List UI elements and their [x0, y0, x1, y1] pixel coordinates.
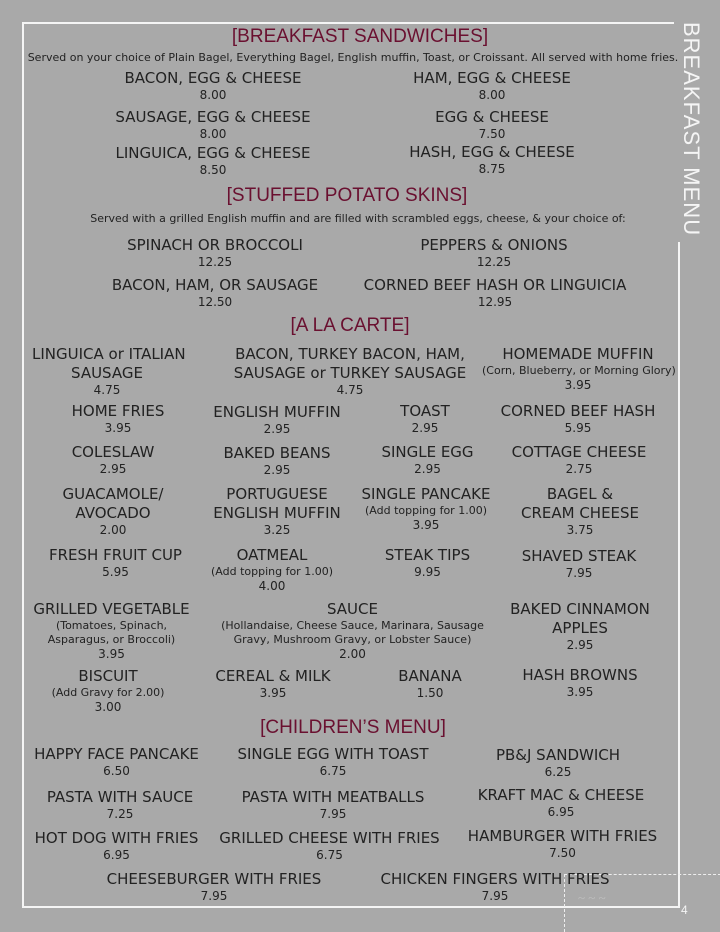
- item-description: Gravy, Mushroom Gravy, or Lobster Sauce): [233, 633, 472, 646]
- item-name: CHICKEN FINGERS WITH FRIES: [380, 870, 610, 888]
- item-name: KRAFT MAC & CHEESE: [477, 786, 645, 804]
- potato-skins-note: Served with a grilled English muffin and are filled with scrambled eggs, cheese, & your choice of:: [90, 212, 626, 225]
- item-description: (Hollandaise, Cheese Sauce, Marinara, Sausage: [221, 619, 484, 632]
- item-name: SAUSAGE, EGG & CHEESE: [115, 108, 311, 126]
- item-name: EGG & CHEESE: [435, 108, 549, 126]
- item-name: PEPPERS & ONIONS: [420, 236, 568, 254]
- item-name: SINGLE EGG: [381, 443, 474, 461]
- item-price: 8.50: [199, 163, 227, 177]
- item-price: 3.95: [98, 647, 125, 661]
- menu-item: [350, 485, 502, 532]
- item-name: PB&J SANDWICH: [495, 746, 621, 764]
- item-price: 6.75: [319, 764, 347, 778]
- item-name: STEAK TIPS: [384, 546, 471, 564]
- item-price: 7.50: [478, 127, 506, 141]
- menu-item: [375, 870, 615, 903]
- item-name: HAMBURGER WITH FRIES: [467, 827, 658, 845]
- item-name: SHAVED STEAK: [521, 547, 637, 565]
- item-price: 2.95: [263, 422, 291, 436]
- menu-item: [505, 485, 655, 537]
- item-name: BANANA: [398, 667, 462, 685]
- menu-item: [482, 345, 674, 392]
- section-heading-breakfast-sandwiches: [BREAKFAST SANDWICHES]: [231, 26, 489, 47]
- item-name: CORNED BEEF HASH: [500, 402, 656, 420]
- item-name: OATMEAL: [236, 546, 308, 564]
- menu-item: [113, 69, 313, 102]
- menu-item: [197, 546, 347, 593]
- item-description: (Add topping for 1.00): [210, 565, 333, 578]
- item-name: BAGEL &: [546, 485, 614, 503]
- menu-item: [32, 345, 186, 397]
- item-name: FRESH FRUIT CUP: [49, 546, 182, 564]
- item-price: 8.00: [478, 88, 506, 102]
- menu-item: [38, 402, 198, 435]
- item-name: GRILLED CHEESE WITH FRIES: [219, 829, 440, 847]
- item-name: LINGUICA or ITALIAN: [32, 345, 186, 363]
- item-name: BISCUIT: [78, 667, 138, 685]
- menu-item: [24, 600, 199, 661]
- item-price: 6.95: [547, 805, 575, 819]
- menu-item: [197, 444, 357, 477]
- item-name: PASTA WITH MEATBALLS: [241, 788, 425, 806]
- menu-item: [478, 746, 638, 779]
- item-price: 6.95: [103, 848, 130, 862]
- menu-item: [492, 402, 664, 435]
- menu-item: [222, 745, 444, 778]
- item-price: 3.95: [259, 686, 287, 700]
- page-number: 4: [681, 903, 688, 917]
- menu-item: [392, 108, 592, 141]
- menu-item: [365, 546, 490, 579]
- menu-item: [38, 667, 178, 714]
- breakfast-sandwiches-note: Served on your choice of Plain Bagel, Everything Bagel, English muffin, Toast, or Croissant. All served with home fries.: [27, 51, 679, 64]
- item-price: 7.50: [549, 846, 576, 860]
- item-name: BAKED BEANS: [223, 444, 331, 462]
- menu-item: [100, 870, 328, 903]
- item-price: 12.25: [197, 255, 233, 269]
- item-name: COLESLAW: [71, 443, 155, 461]
- item-name: GRILLED VEGETABLE: [33, 600, 190, 618]
- menu-item: [197, 403, 357, 436]
- item-price: 2.95: [411, 421, 439, 435]
- item-price: 2.75: [565, 462, 593, 476]
- item-name: CHEESEBURGER WITH FRIES: [106, 870, 322, 888]
- item-description: (Tomatoes, Spinach,: [55, 619, 168, 632]
- menu-item: [197, 485, 357, 537]
- item-name: BAKED CINNAMON: [510, 600, 650, 618]
- item-price: 12.95: [477, 295, 513, 309]
- section-heading-childrens-menu: [CHILDREN’S MENU]: [260, 717, 446, 738]
- menu-item: [365, 443, 490, 476]
- item-price: 6.75: [316, 848, 343, 862]
- item-price: 2.00: [339, 647, 366, 661]
- item-name: ENGLISH MUFFIN: [213, 504, 341, 522]
- item-name: HASH BROWNS: [522, 666, 638, 684]
- item-name: BACON, EGG & CHEESE: [124, 69, 302, 87]
- item-price: 7.95: [319, 807, 347, 821]
- item-name: BACON, TURKEY BACON, HAM,: [235, 345, 465, 363]
- item-name: SAUCE: [327, 600, 378, 618]
- item-name: GUACAMOLE/: [62, 485, 164, 503]
- item-price: 2.95: [414, 462, 441, 476]
- item-price: 3.95: [104, 421, 132, 435]
- item-name: SPINACH OR BROCCOLI: [127, 236, 303, 254]
- item-description: (Add topping for 1.00): [364, 504, 487, 517]
- item-price: 7.95: [565, 566, 593, 580]
- menu-item: [374, 236, 614, 269]
- item-name: LINGUICA, EGG & CHEESE: [115, 144, 311, 162]
- menu-item: [215, 345, 485, 397]
- item-name: HAM, EGG & CHEESE: [413, 69, 571, 87]
- item-name: SINGLE EGG WITH TOAST: [237, 745, 429, 763]
- menu-item: [38, 443, 188, 476]
- menu-item: [222, 788, 444, 821]
- item-name: HOME FRIES: [71, 402, 165, 420]
- menu-item: [392, 69, 592, 102]
- item-name: HOMEMADE MUFFIN: [502, 345, 654, 363]
- menu-item: [392, 143, 592, 176]
- menu-item: [499, 547, 659, 580]
- item-price: 2.95: [99, 462, 127, 476]
- item-price: 9.95: [414, 565, 441, 579]
- item-name: APPLES: [552, 619, 608, 637]
- side-title-text: BREAKFAST MENU: [679, 22, 704, 237]
- menu-item: [220, 600, 485, 661]
- menu-item: [212, 829, 447, 862]
- menu-item: [466, 786, 656, 819]
- item-name: CREAM CHEESE: [520, 504, 640, 522]
- item-price: 6.25: [544, 765, 572, 779]
- menu-item: [505, 666, 655, 699]
- item-name: SAUSAGE: [71, 364, 143, 382]
- item-price: 5.95: [102, 565, 129, 579]
- item-price: 3.95: [564, 378, 592, 392]
- menu-item: [494, 443, 664, 476]
- item-price: 8.00: [199, 88, 227, 102]
- item-price: 3.00: [94, 700, 122, 714]
- item-price: 5.95: [564, 421, 592, 435]
- item-price: 7.95: [200, 889, 228, 903]
- item-price: 3.95: [412, 518, 440, 532]
- item-price: 7.95: [481, 889, 509, 903]
- item-price: 12.50: [197, 295, 233, 309]
- item-price: 12.25: [476, 255, 512, 269]
- item-price: 1.50: [416, 686, 444, 700]
- item-name: PORTUGUESE: [226, 485, 328, 503]
- item-name: HASH, EGG & CHEESE: [409, 143, 575, 161]
- item-name: CORNED BEEF HASH OR LINGUICIA: [363, 276, 627, 294]
- item-name: COTTAGE CHEESE: [511, 443, 647, 461]
- item-price: 7.25: [106, 807, 134, 821]
- section-heading-stuffed-potato-skins: [STUFFED POTATO SKINS]: [226, 185, 468, 206]
- menu-item: [355, 276, 635, 309]
- menu-item: [95, 236, 335, 269]
- item-name: BACON, HAM, OR SAUSAGE: [111, 276, 319, 294]
- item-description: (Add Gravy for 2.00): [51, 686, 165, 699]
- item-price: 4.00: [258, 579, 286, 593]
- item-price: 2.00: [99, 523, 127, 537]
- item-name: CEREAL & MILK: [215, 667, 331, 685]
- item-description: Asparagus, or Broccoli): [47, 633, 176, 646]
- item-name: PASTA WITH SAUCE: [46, 788, 194, 806]
- item-price: 8.00: [199, 127, 227, 141]
- item-price: 3.95: [566, 685, 594, 699]
- item-price: 4.75: [336, 383, 364, 397]
- section-heading-a-la-carte: [A LA CARTE]: [290, 315, 410, 336]
- item-name: HAPPY FACE PANCAKE: [34, 745, 199, 763]
- menu-item: [38, 485, 188, 537]
- item-name: SAUSAGE or TURKEY SAUSAGE: [233, 364, 467, 382]
- item-price: 2.95: [566, 638, 594, 652]
- menu-item: [365, 402, 485, 435]
- menu-item: [30, 788, 210, 821]
- item-price: 6.50: [103, 764, 130, 778]
- item-name: HOT DOG WITH FRIES: [34, 829, 199, 847]
- item-name: TOAST: [400, 402, 450, 420]
- item-price: 3.25: [263, 523, 291, 537]
- menu-item: [370, 667, 490, 700]
- menu-item: [495, 600, 665, 652]
- menu-item: [95, 276, 335, 309]
- item-description: (Corn, Blueberry, or Morning Glory): [482, 364, 676, 377]
- item-price: 3.75: [566, 523, 594, 537]
- menu-item: [203, 667, 343, 700]
- menu-item: [24, 829, 209, 862]
- menu-item: [113, 144, 313, 177]
- menu-item: [24, 745, 209, 778]
- item-price: 2.95: [263, 463, 291, 477]
- watermark-logo: ~ ~ ~: [578, 890, 606, 905]
- menu-item: [38, 546, 193, 579]
- item-name: AVOCADO: [75, 504, 151, 522]
- item-name: SINGLE PANCAKE: [361, 485, 491, 503]
- item-price: 8.75: [478, 162, 506, 176]
- item-name: ENGLISH MUFFIN: [213, 403, 341, 421]
- menu-item: [460, 827, 665, 860]
- item-price: 4.75: [93, 383, 121, 397]
- menu-item: [113, 108, 313, 141]
